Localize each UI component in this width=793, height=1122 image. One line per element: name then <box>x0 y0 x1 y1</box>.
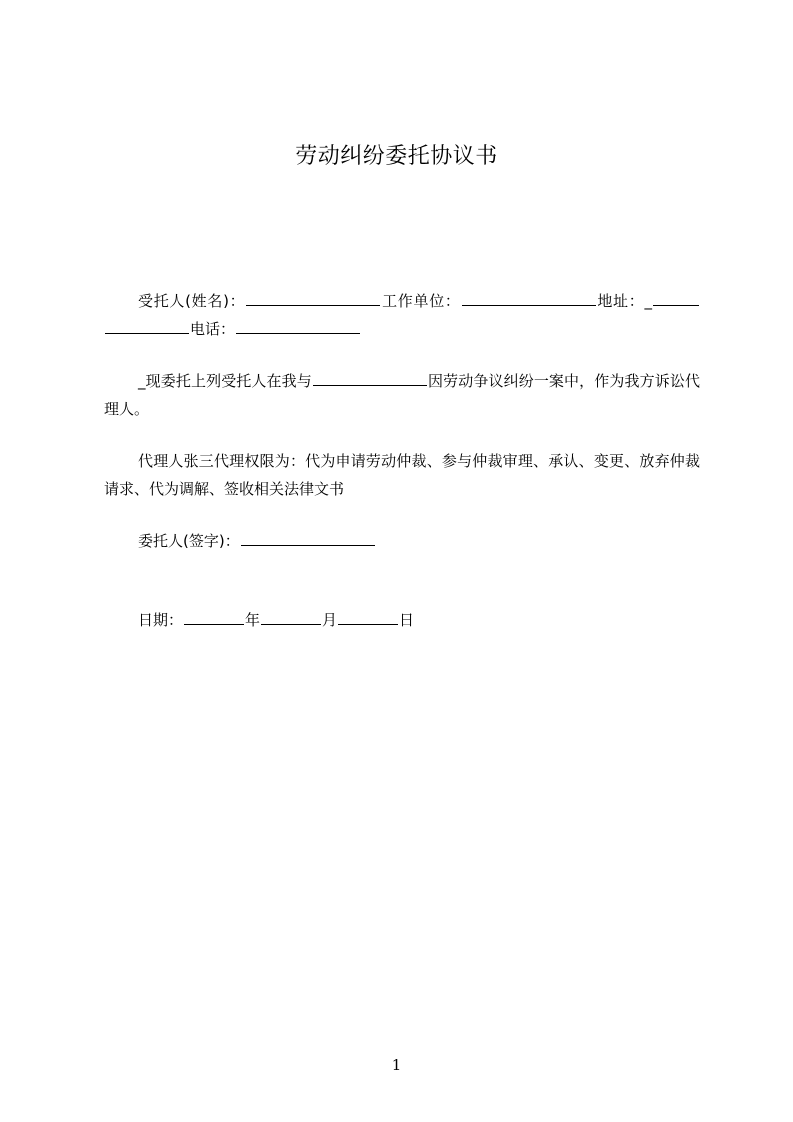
signature-line <box>104 527 700 555</box>
trustee-name-label: 受托人(姓名)： <box>138 292 246 310</box>
work-unit-label: 工作单位： <box>381 292 461 310</box>
phone-label: 电话： <box>190 320 236 338</box>
year-label: 年 <box>245 611 261 629</box>
trustee-info-paragraph <box>104 287 700 343</box>
month-label: 月 <box>322 611 338 629</box>
date-label: 日期： <box>138 611 184 629</box>
address-blank-line2 <box>105 317 189 334</box>
document-title: 劳动纠纷委托协议书 <box>295 144 498 169</box>
work-unit-blank <box>462 289 596 306</box>
day-label: 日 <box>399 611 415 629</box>
signature-label: 委托人(签字)： <box>138 532 240 550</box>
delegation-paragraph <box>104 367 700 423</box>
phone-blank <box>236 317 360 334</box>
date-line <box>104 606 700 634</box>
opposing-party-blank <box>313 369 427 386</box>
authority-paragraph: 代理人张三代理权限为：代为申请劳动仲裁、参与仲裁审理、承认、变更、放弃仲裁请求、代为调解、签收相关法律文书 <box>104 452 700 498</box>
signature-blank <box>241 529 375 546</box>
day-blank <box>338 608 398 625</box>
delegation-suffix: 因劳动争议纠纷一案中，作为我方诉讼代理人。 <box>104 372 700 418</box>
address-blank-line1 <box>653 289 699 306</box>
year-blank <box>184 608 244 625</box>
trustee-name-blank <box>246 289 380 306</box>
delegation-prefix: _现委托上列受托人在我与 <box>138 372 312 390</box>
address-label: 地址： <box>596 292 645 310</box>
page-number: 1 <box>391 1056 402 1074</box>
address-prefix: _ <box>644 292 652 310</box>
month-blank <box>261 608 321 625</box>
